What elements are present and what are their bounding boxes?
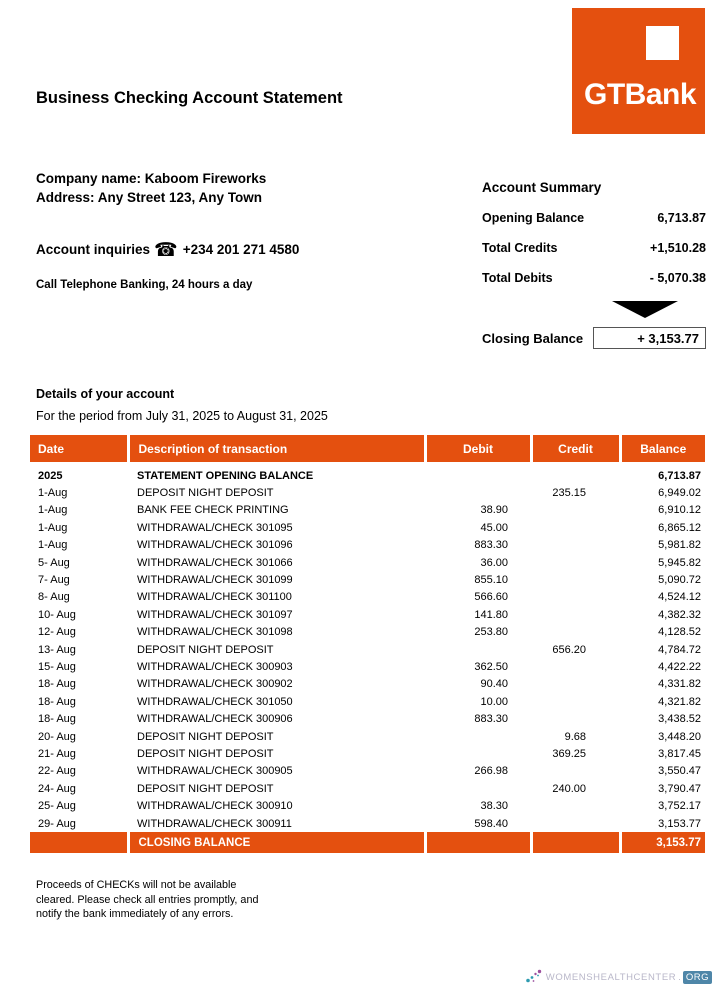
gtbank-logo-square-icon <box>646 26 679 60</box>
closing-balance-row <box>482 327 706 349</box>
phone-icon: ☎ <box>154 240 178 261</box>
table-row <box>30 728 705 745</box>
cell-balance: 4,422.22 <box>658 660 701 673</box>
cell-description: DEPOSIT NIGHT DEPOSIT <box>137 782 274 795</box>
cell-balance: 6,949.02 <box>658 487 701 500</box>
cell-debit <box>425 745 531 762</box>
cell-date: 18- Aug <box>38 678 76 691</box>
table-row <box>30 606 705 623</box>
cell-description: DEPOSIT NIGHT DEPOSIT <box>137 730 274 743</box>
cell-credit <box>531 462 620 484</box>
table-row <box>30 693 705 710</box>
account-inquiries-label: Account inquiries <box>36 242 151 257</box>
cell-balance: 3,153.77 <box>658 817 701 830</box>
header-row <box>30 435 705 462</box>
cell-balance: 4,382.32 <box>658 608 701 621</box>
cell-credit <box>531 832 620 853</box>
column-header-description: Description of transaction <box>128 435 425 462</box>
table-row <box>30 763 705 780</box>
footer-note <box>36 878 258 922</box>
cell-balance: 3,448.20 <box>658 730 701 743</box>
watermark-dots-icon <box>525 969 544 985</box>
table-row <box>30 462 705 484</box>
cell-date: 5- Aug <box>38 556 70 569</box>
cell-date: 20- Aug <box>38 730 76 743</box>
transactions-body <box>30 462 705 832</box>
cell-debit: 855.10 <box>474 574 508 587</box>
account-inquiries-line <box>36 239 299 262</box>
column-header-credit: Credit <box>531 435 620 462</box>
table-row <box>30 815 705 832</box>
cell-description: WITHDRAWAL/CHECK 301095 <box>137 521 293 534</box>
cell-date: 22- Aug <box>38 765 76 778</box>
cell-description: WITHDRAWAL/CHECK 300903 <box>137 660 293 673</box>
page-title: Business Checking Account Statement <box>36 89 343 107</box>
footer-note-line: notify the bank immediately of any errors. <box>36 908 234 920</box>
cell-credit: 369.25 <box>552 747 586 760</box>
cell-description: DEPOSIT NIGHT DEPOSIT <box>137 747 274 760</box>
company-info <box>36 169 266 207</box>
summary-row-total-credits <box>482 241 706 256</box>
column-header-date: Date <box>30 435 128 462</box>
cell-debit: 883.30 <box>474 539 508 552</box>
cell-date: 12- Aug <box>38 626 76 639</box>
summary-label: Total Debits <box>482 271 553 285</box>
table-row <box>30 554 705 571</box>
cell-debit <box>425 484 531 501</box>
cell-balance: 4,524.12 <box>658 591 701 604</box>
cell-balance: 5,981.82 <box>658 539 701 552</box>
table-row <box>30 571 705 588</box>
column-header-debit: Debit <box>425 435 531 462</box>
table-row <box>30 519 705 536</box>
cell-description: WITHDRAWAL/CHECK 301050 <box>137 695 293 708</box>
watermark-separator: . <box>678 971 681 983</box>
cell-debit: 883.30 <box>474 713 508 726</box>
cell-date: 15- Aug <box>38 660 76 673</box>
cell-balance: 3,438.52 <box>658 713 701 726</box>
cell-balance: 3,790.47 <box>658 782 701 795</box>
company-name-line: Company name: Kaboom Fireworks <box>36 171 267 186</box>
cell-credit <box>531 624 620 641</box>
closing-balance-value: + 3,153.77 <box>593 327 706 349</box>
cell-date <box>30 832 128 853</box>
cell-description: WITHDRAWAL/CHECK 300906 <box>137 713 293 726</box>
cell-credit <box>531 554 620 571</box>
footer-note-line: Proceeds of CHECKs will not be available <box>36 879 237 891</box>
transactions-footer <box>30 832 705 853</box>
company-address-line: Address: Any Street 123, Any Town <box>36 190 263 205</box>
cell-debit: 362.50 <box>474 660 508 673</box>
cell-description: WITHDRAWAL/CHECK 301099 <box>137 574 293 587</box>
cell-debit: 10.00 <box>480 695 508 708</box>
cell-debit: 38.30 <box>480 800 508 813</box>
cell-date: 8- Aug <box>38 591 70 604</box>
cell-debit: 36.00 <box>480 556 508 569</box>
cell-date: 13- Aug <box>38 643 76 656</box>
arrow-down-icon <box>612 301 678 318</box>
cell-date: 7- Aug <box>38 574 70 587</box>
summary-value: 6,713.87 <box>657 211 706 225</box>
cell-debit <box>425 780 531 797</box>
closing-balance-table-row <box>30 832 705 853</box>
cell-debit: 90.40 <box>480 678 508 691</box>
cell-description: WITHDRAWAL/CHECK 301100 <box>137 591 292 604</box>
cell-description: WITHDRAWAL/CHECK 300905 <box>137 765 293 778</box>
cell-description: WITHDRAWAL/CHECK 301066 <box>137 556 293 569</box>
cell-debit: 38.90 <box>480 504 508 517</box>
cell-balance: 5,945.82 <box>658 556 701 569</box>
summary-label: Total Credits <box>482 241 558 255</box>
cell-description: WITHDRAWAL/CHECK 300910 <box>137 800 293 813</box>
table-row <box>30 624 705 641</box>
statement-period: For the period from July 31, 2025 to August 31, 2025 <box>36 409 328 423</box>
table-row <box>30 745 705 762</box>
cell-date: 1-Aug <box>38 504 68 517</box>
cell-date: 1-Aug <box>38 521 68 534</box>
cell-balance: 4,331.82 <box>658 678 701 691</box>
gtbank-logo-text: GTBank <box>584 78 697 111</box>
summary-row-total-debits <box>482 271 706 286</box>
table-row <box>30 710 705 727</box>
inquiries-phone-number: +234 201 271 4580 <box>182 242 300 257</box>
cell-credit <box>531 658 620 675</box>
cell-balance: 3,550.47 <box>658 765 701 778</box>
cell-description: WITHDRAWAL/CHECK 301097 <box>137 608 293 621</box>
account-summary-title: Account Summary <box>482 180 602 195</box>
account-summary <box>482 180 706 349</box>
watermark <box>525 969 712 985</box>
cell-balance: 5,090.72 <box>658 574 701 587</box>
closing-row-balance: 3,153.77 <box>620 832 705 853</box>
telephone-banking-note: Call Telephone Banking, 24 hours a day <box>36 279 253 291</box>
cell-debit: 141.80 <box>474 608 508 621</box>
cell-debit <box>425 641 531 658</box>
cell-description: DEPOSIT NIGHT DEPOSIT <box>137 643 274 656</box>
cell-description: WITHDRAWAL/CHECK 301096 <box>137 539 293 552</box>
cell-description: STATEMENT OPENING BALANCE <box>137 469 314 482</box>
summary-value: +1,510.28 <box>650 241 706 255</box>
cell-credit <box>531 502 620 519</box>
closing-row-label: CLOSING BALANCE <box>128 832 425 853</box>
cell-date: 10- Aug <box>38 608 76 621</box>
cell-credit <box>531 763 620 780</box>
watermark-name: WOMENSHEALTHCENTER <box>545 971 677 983</box>
column-header-balance: Balance <box>620 435 705 462</box>
cell-date: 21- Aug <box>38 747 76 760</box>
cell-debit <box>425 462 531 484</box>
summary-row-opening-balance <box>482 211 706 226</box>
table-row <box>30 502 705 519</box>
summary-value: - 5,070.38 <box>649 271 706 285</box>
cell-description: BANK FEE CHECK PRINTING <box>137 504 289 517</box>
table-row <box>30 780 705 797</box>
cell-date: 1-Aug <box>38 539 68 552</box>
cell-credit: 656.20 <box>552 643 586 656</box>
table-row <box>30 484 705 501</box>
cell-date: 29- Aug <box>38 817 76 830</box>
cell-balance: 4,321.82 <box>658 695 701 708</box>
gtbank-logo <box>572 8 705 134</box>
cell-debit <box>425 832 531 853</box>
table-row <box>30 676 705 693</box>
cell-credit: 9.68 <box>564 730 586 743</box>
cell-credit <box>531 606 620 623</box>
details-heading: Details of your account <box>36 387 175 401</box>
cell-credit <box>531 676 620 693</box>
cell-credit <box>531 815 620 832</box>
cell-description: WITHDRAWAL/CHECK 300902 <box>137 678 293 691</box>
cell-balance: 6,713.87 <box>658 469 701 482</box>
transactions-header <box>30 435 705 462</box>
cell-description: WITHDRAWAL/CHECK 300911 <box>137 817 292 830</box>
cell-balance: 6,865.12 <box>658 521 701 534</box>
footer-note-line: cleared. Please check all entries promptly, and <box>36 893 259 906</box>
cell-description: WITHDRAWAL/CHECK 301098 <box>137 626 293 639</box>
cell-credit: 240.00 <box>552 782 586 795</box>
cell-date: 24- Aug <box>38 782 76 795</box>
cell-credit <box>531 571 620 588</box>
cell-credit <box>531 693 620 710</box>
cell-debit: 45.00 <box>480 521 508 534</box>
table-row <box>30 641 705 658</box>
cell-date: 1-Aug <box>38 487 68 500</box>
cell-balance: 4,128.52 <box>658 626 701 639</box>
cell-balance: 6,910.12 <box>658 504 701 517</box>
cell-date: 2025 <box>38 469 63 482</box>
cell-description: DEPOSIT NIGHT DEPOSIT <box>137 487 274 500</box>
cell-balance: 3,752.17 <box>658 800 701 813</box>
cell-credit <box>531 710 620 727</box>
cell-date: 18- Aug <box>38 695 76 708</box>
cell-date: 18- Aug <box>38 713 76 726</box>
cell-debit: 566.60 <box>474 591 508 604</box>
table-row <box>30 589 705 606</box>
cell-credit <box>531 589 620 606</box>
table-row <box>30 797 705 814</box>
cell-debit: 253.80 <box>474 626 508 639</box>
table-row <box>30 537 705 554</box>
cell-credit <box>531 537 620 554</box>
transactions-table <box>30 435 705 853</box>
closing-balance-label: Closing Balance <box>482 330 584 346</box>
cell-balance: 4,784.72 <box>658 643 701 656</box>
cell-credit: 235.15 <box>552 487 586 500</box>
watermark-tld-badge: ORG <box>683 971 712 984</box>
table-row <box>30 658 705 675</box>
cell-credit <box>531 797 620 814</box>
cell-date: 25- Aug <box>38 800 76 813</box>
cell-balance: 3,817.45 <box>658 747 701 760</box>
cell-credit <box>531 519 620 536</box>
cell-debit: 598.40 <box>474 817 508 830</box>
summary-label: Opening Balance <box>482 211 585 225</box>
cell-debit <box>425 728 531 745</box>
cell-debit: 266.98 <box>474 765 508 778</box>
